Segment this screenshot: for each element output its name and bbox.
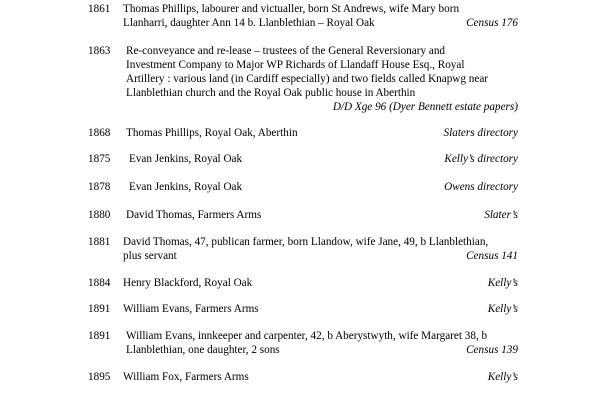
entry-year: 1895 [88,371,111,383]
entry-line: William Fox, Farmers Arms [123,371,249,383]
entry-source: Kelly’s directory [444,153,518,165]
entry-year: 1880 [88,209,111,221]
entry-year: 1881 [88,236,111,248]
entry-year: 1884 [88,277,111,289]
entry-year: 1891 [88,303,111,315]
entry-text [126,208,518,222]
entry-year: 1868 [88,127,111,139]
entry-source: Census 176 [466,17,518,29]
entry-text [126,126,518,140]
entry-year: 1891 [88,330,111,342]
entry-line: Thomas Phillips, labourer and victualler, born St Andrews, wife Mary born [123,3,460,15]
entry-year: 1861 [88,3,111,15]
entry-source: Slaters directory [443,127,518,139]
entry-line: Evan Jenkins, Royal Oak [129,181,243,193]
entry-source: Kelly’s [487,371,518,383]
entry-source: Census 141 [466,250,518,262]
entry-text [123,276,518,290]
entry-line: Re-conveyance and re-lease – trustees of the General Reversionary and [126,45,446,57]
entry-source [126,100,518,114]
entry-year: 1863 [88,45,111,57]
entry-year: 1878 [88,181,111,193]
entry-source: Slater’s [484,209,518,221]
entry-text [123,2,518,30]
entry-line: David Thomas, Farmers Arms [126,209,262,221]
entry-text [129,180,518,194]
source-reference: D/D Xge 96 [332,101,387,113]
entry-line: David Thomas, 47, publican farmer, born Llandow, wife Jane, 49, b Llanblethian, [123,236,489,248]
entry-line: Llanharri, daughter Ann 14 b. Llanblethian – Royal Oak [123,17,375,29]
entry-line: Henry Blackford, Royal Oak [123,277,253,289]
entry-line: Llanblethian church and the Royal Oak public house in Aberthin [126,87,416,99]
entry-line: Llanblethian, one daughter, 2 sons [126,344,280,356]
entry-source: Owens directory [444,181,518,193]
entry-line: Evan Jenkins, Royal Oak [129,153,243,165]
entry-line: William Evans, Farmers Arms [123,303,259,315]
entry-line: Investment Company to Major WP Richards of Llandaff House Esq., Royal [126,59,465,71]
entry-text [123,302,518,316]
entry-source: Census 139 [466,344,518,356]
entry-source: Kelly’s [487,277,518,289]
entry-text [123,370,518,384]
entry-year: 1875 [88,153,111,165]
entry-line: William Evans, innkeeper and carpenter, 42, b Aberystwyth, wife Margaret 38, b [126,330,488,342]
entry-text [126,329,518,357]
entry-line: Thomas Phillips, Royal Oak, Aberthin [126,127,298,139]
entry-text [129,152,518,166]
entry-line: Artillery : various land (in Cardiff especially) and two fields called Knapwg near [126,73,489,85]
entry-text [123,235,518,263]
entry-text [126,44,518,114]
source-note: (Dyer Bennett estate papers) [389,101,518,113]
entry-source: Kelly’s [487,303,518,315]
entry-line: plus servant [123,250,177,262]
